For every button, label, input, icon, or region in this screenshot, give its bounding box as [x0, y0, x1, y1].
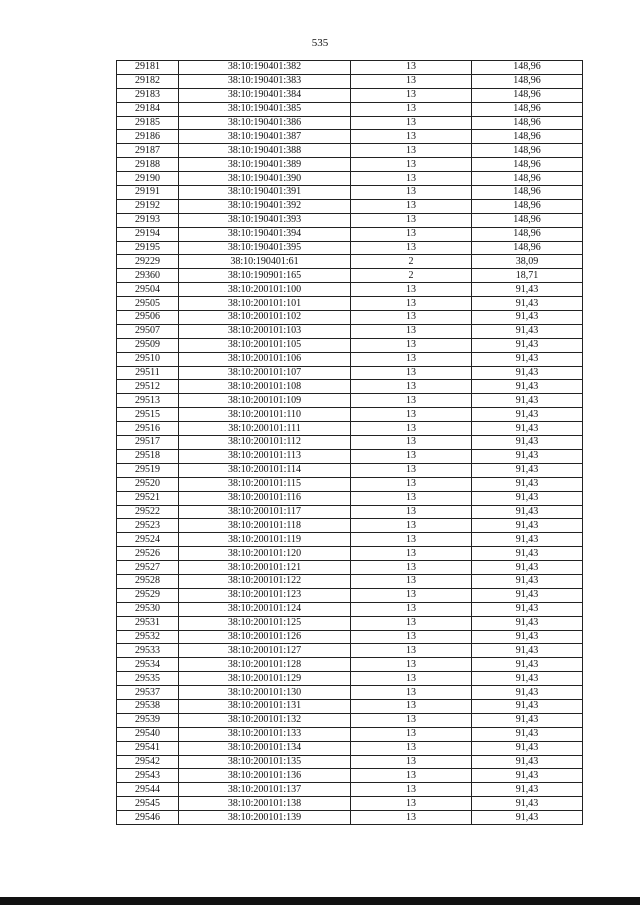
cadastral-number-cell: 38:10:190901:165: [179, 269, 351, 283]
scan-edge-bar: [0, 897, 640, 905]
row-number-cell: 29360: [117, 269, 179, 283]
code-cell: 13: [351, 699, 472, 713]
row-number-cell: 29529: [117, 588, 179, 602]
area-cell: 91,43: [472, 380, 583, 394]
row-number-cell: 29505: [117, 297, 179, 311]
area-cell: 148,96: [472, 130, 583, 144]
cadastral-number-cell: 38:10:190401:387: [179, 130, 351, 144]
table-row: [117, 338, 583, 352]
row-number-cell: 29542: [117, 755, 179, 769]
code-cell: 13: [351, 422, 472, 436]
area-cell: 91,43: [472, 658, 583, 672]
code-cell: 13: [351, 519, 472, 533]
table-row: [117, 477, 583, 491]
row-number-cell: 29521: [117, 491, 179, 505]
code-cell: 13: [351, 394, 472, 408]
table-row: [117, 519, 583, 533]
area-cell: 148,96: [472, 199, 583, 213]
table-row: [117, 186, 583, 200]
code-cell: 13: [351, 338, 472, 352]
table-row: [117, 102, 583, 116]
code-cell: 13: [351, 463, 472, 477]
table-row: [117, 574, 583, 588]
code-cell: 13: [351, 352, 472, 366]
code-cell: 13: [351, 561, 472, 575]
cadastral-number-cell: 38:10:190401:393: [179, 213, 351, 227]
row-number-cell: 29517: [117, 436, 179, 450]
code-cell: 13: [351, 74, 472, 88]
area-cell: 91,43: [472, 686, 583, 700]
cadastral-number-cell: 38:10:190401:390: [179, 172, 351, 186]
area-cell: 91,43: [472, 602, 583, 616]
table-row: [117, 422, 583, 436]
code-cell: 13: [351, 297, 472, 311]
code-cell: 13: [351, 366, 472, 380]
table-row: [117, 352, 583, 366]
area-cell: 91,43: [472, 519, 583, 533]
code-cell: 13: [351, 380, 472, 394]
row-number-cell: 29184: [117, 102, 179, 116]
row-number-cell: 29518: [117, 449, 179, 463]
row-number-cell: 29183: [117, 88, 179, 102]
row-number-cell: 29511: [117, 366, 179, 380]
code-cell: 2: [351, 255, 472, 269]
cadastral-number-cell: 38:10:200101:100: [179, 283, 351, 297]
cadastral-number-cell: 38:10:200101:101: [179, 297, 351, 311]
cadastral-number-cell: 38:10:190401:383: [179, 74, 351, 88]
code-cell: 13: [351, 602, 472, 616]
cadastral-number-cell: 38:10:200101:121: [179, 561, 351, 575]
cadastral-number-cell: 38:10:200101:115: [179, 477, 351, 491]
table-row: [117, 172, 583, 186]
row-number-cell: 29533: [117, 644, 179, 658]
row-number-cell: 29528: [117, 574, 179, 588]
cadastral-number-cell: 38:10:200101:105: [179, 338, 351, 352]
table-row: [117, 269, 583, 283]
table-row: [117, 199, 583, 213]
table-row: [117, 686, 583, 700]
code-cell: 13: [351, 227, 472, 241]
code-cell: 13: [351, 144, 472, 158]
table-row: [117, 699, 583, 713]
area-cell: 91,43: [472, 672, 583, 686]
table-row: [117, 158, 583, 172]
code-cell: 13: [351, 311, 472, 325]
area-cell: 148,96: [472, 74, 583, 88]
cadastral-number-cell: 38:10:200101:113: [179, 449, 351, 463]
code-cell: 13: [351, 436, 472, 450]
area-cell: 148,96: [472, 88, 583, 102]
code-cell: 13: [351, 672, 472, 686]
cadastral-number-cell: 38:10:200101:102: [179, 311, 351, 325]
row-number-cell: 29515: [117, 408, 179, 422]
row-number-cell: 29541: [117, 741, 179, 755]
table-body: [117, 61, 583, 825]
area-cell: 91,43: [472, 449, 583, 463]
code-cell: 13: [351, 547, 472, 561]
cadastral-number-cell: 38:10:190401:392: [179, 199, 351, 213]
area-cell: 91,43: [472, 713, 583, 727]
code-cell: 13: [351, 588, 472, 602]
table-row: [117, 366, 583, 380]
table-row: [117, 88, 583, 102]
code-cell: 13: [351, 241, 472, 255]
area-cell: 148,96: [472, 213, 583, 227]
area-cell: 91,43: [472, 324, 583, 338]
code-cell: 13: [351, 741, 472, 755]
area-cell: 91,43: [472, 699, 583, 713]
area-cell: 91,43: [472, 477, 583, 491]
cadastral-number-cell: 38:10:190401:61: [179, 255, 351, 269]
area-cell: 91,43: [472, 588, 583, 602]
table-row: [117, 436, 583, 450]
row-number-cell: 29181: [117, 61, 179, 75]
row-number-cell: 29527: [117, 561, 179, 575]
cadastral-number-cell: 38:10:200101:119: [179, 533, 351, 547]
area-cell: 148,96: [472, 227, 583, 241]
cadastral-number-cell: 38:10:190401:388: [179, 144, 351, 158]
code-cell: 13: [351, 324, 472, 338]
cadastral-number-cell: 38:10:200101:106: [179, 352, 351, 366]
cadastral-number-cell: 38:10:200101:126: [179, 630, 351, 644]
cadastral-number-cell: 38:10:200101:128: [179, 658, 351, 672]
area-cell: 148,96: [472, 144, 583, 158]
cadastral-number-cell: 38:10:200101:134: [179, 741, 351, 755]
table-row: [117, 116, 583, 130]
table-row: [117, 616, 583, 630]
table-row: [117, 255, 583, 269]
table-row: [117, 769, 583, 783]
table-row: [117, 227, 583, 241]
area-cell: 91,43: [472, 783, 583, 797]
page-number: 535: [311, 37, 329, 49]
row-number-cell: 29538: [117, 699, 179, 713]
area-cell: 91,43: [472, 755, 583, 769]
cadastral-number-cell: 38:10:200101:138: [179, 797, 351, 811]
table-row: [117, 797, 583, 811]
table-row: [117, 727, 583, 741]
area-cell: 91,43: [472, 797, 583, 811]
row-number-cell: 29194: [117, 227, 179, 241]
area-cell: 91,43: [472, 297, 583, 311]
cadastral-number-cell: 38:10:200101:122: [179, 574, 351, 588]
row-number-cell: 29524: [117, 533, 179, 547]
code-cell: 13: [351, 686, 472, 700]
table-row: [117, 463, 583, 477]
code-cell: 13: [351, 533, 472, 547]
code-cell: 13: [351, 130, 472, 144]
area-cell: 91,43: [472, 630, 583, 644]
area-cell: 91,43: [472, 574, 583, 588]
row-number-cell: 29539: [117, 713, 179, 727]
cadastral-number-cell: 38:10:200101:131: [179, 699, 351, 713]
code-cell: 13: [351, 491, 472, 505]
cadastral-number-cell: 38:10:200101:116: [179, 491, 351, 505]
area-cell: 148,96: [472, 186, 583, 200]
code-cell: 13: [351, 158, 472, 172]
table-row: [117, 561, 583, 575]
registry-table: [116, 60, 583, 825]
row-number-cell: 29532: [117, 630, 179, 644]
code-cell: 13: [351, 88, 472, 102]
row-number-cell: 29191: [117, 186, 179, 200]
table-row: [117, 533, 583, 547]
area-cell: 91,43: [472, 352, 583, 366]
row-number-cell: 29229: [117, 255, 179, 269]
cadastral-number-cell: 38:10:200101:136: [179, 769, 351, 783]
code-cell: 13: [351, 616, 472, 630]
cadastral-number-cell: 38:10:190401:394: [179, 227, 351, 241]
row-number-cell: 29531: [117, 616, 179, 630]
table-row: [117, 297, 583, 311]
code-cell: 13: [351, 658, 472, 672]
cadastral-number-cell: 38:10:190401:385: [179, 102, 351, 116]
row-number-cell: 29510: [117, 352, 179, 366]
row-number-cell: 29537: [117, 686, 179, 700]
area-cell: 91,43: [472, 491, 583, 505]
row-number-cell: 29507: [117, 324, 179, 338]
row-number-cell: 29540: [117, 727, 179, 741]
area-cell: 91,43: [472, 394, 583, 408]
table-row: [117, 783, 583, 797]
area-cell: 91,43: [472, 616, 583, 630]
cadastral-number-cell: 38:10:200101:135: [179, 755, 351, 769]
area-cell: 148,96: [472, 172, 583, 186]
area-cell: 91,43: [472, 727, 583, 741]
table-row: [117, 602, 583, 616]
row-number-cell: 29186: [117, 130, 179, 144]
code-cell: 13: [351, 505, 472, 519]
code-cell: 13: [351, 477, 472, 491]
table-row: [117, 588, 583, 602]
area-cell: 91,43: [472, 366, 583, 380]
row-number-cell: 29190: [117, 172, 179, 186]
table-row: [117, 311, 583, 325]
cadastral-number-cell: 38:10:200101:117: [179, 505, 351, 519]
table-row: [117, 547, 583, 561]
row-number-cell: 29192: [117, 199, 179, 213]
cadastral-number-cell: 38:10:200101:129: [179, 672, 351, 686]
code-cell: 13: [351, 797, 472, 811]
table-row: [117, 61, 583, 75]
code-cell: 13: [351, 283, 472, 297]
table-row: [117, 408, 583, 422]
area-cell: 148,96: [472, 158, 583, 172]
area-cell: 91,43: [472, 811, 583, 825]
row-number-cell: 29519: [117, 463, 179, 477]
code-cell: 13: [351, 172, 472, 186]
table-row: [117, 130, 583, 144]
row-number-cell: 29545: [117, 797, 179, 811]
cadastral-number-cell: 38:10:200101:120: [179, 547, 351, 561]
area-cell: 91,43: [472, 436, 583, 450]
area-cell: 148,96: [472, 61, 583, 75]
table-row: [117, 449, 583, 463]
table-row: [117, 741, 583, 755]
area-cell: 38,09: [472, 255, 583, 269]
table-row: [117, 755, 583, 769]
cadastral-number-cell: 38:10:200101:107: [179, 366, 351, 380]
row-number-cell: 29193: [117, 213, 179, 227]
code-cell: 13: [351, 61, 472, 75]
area-cell: 91,43: [472, 769, 583, 783]
area-cell: 91,43: [472, 338, 583, 352]
cadastral-number-cell: 38:10:190401:382: [179, 61, 351, 75]
code-cell: 2: [351, 269, 472, 283]
row-number-cell: 29509: [117, 338, 179, 352]
row-number-cell: 29513: [117, 394, 179, 408]
cadastral-number-cell: 38:10:200101:139: [179, 811, 351, 825]
table-row: [117, 713, 583, 727]
row-number-cell: 29526: [117, 547, 179, 561]
cadastral-number-cell: 38:10:190401:389: [179, 158, 351, 172]
cadastral-number-cell: 38:10:200101:124: [179, 602, 351, 616]
row-number-cell: 29512: [117, 380, 179, 394]
table-row: [117, 505, 583, 519]
area-cell: 91,43: [472, 311, 583, 325]
row-number-cell: 29534: [117, 658, 179, 672]
row-number-cell: 29504: [117, 283, 179, 297]
row-number-cell: 29523: [117, 519, 179, 533]
row-number-cell: 29522: [117, 505, 179, 519]
code-cell: 13: [351, 783, 472, 797]
cadastral-number-cell: 38:10:200101:137: [179, 783, 351, 797]
code-cell: 13: [351, 630, 472, 644]
table-row: [117, 672, 583, 686]
row-number-cell: 29195: [117, 241, 179, 255]
table-row: [117, 394, 583, 408]
row-number-cell: 29516: [117, 422, 179, 436]
area-cell: 91,43: [472, 741, 583, 755]
table-row: [117, 658, 583, 672]
code-cell: 13: [351, 408, 472, 422]
row-number-cell: 29187: [117, 144, 179, 158]
cadastral-number-cell: 38:10:200101:118: [179, 519, 351, 533]
code-cell: 13: [351, 574, 472, 588]
row-number-cell: 29546: [117, 811, 179, 825]
row-number-cell: 29544: [117, 783, 179, 797]
area-cell: 91,43: [472, 644, 583, 658]
code-cell: 13: [351, 102, 472, 116]
cadastral-number-cell: 38:10:200101:133: [179, 727, 351, 741]
table-row: [117, 213, 583, 227]
table-row: [117, 811, 583, 825]
cadastral-number-cell: 38:10:200101:112: [179, 436, 351, 450]
table-row: [117, 74, 583, 88]
code-cell: 13: [351, 727, 472, 741]
cadastral-number-cell: 38:10:200101:114: [179, 463, 351, 477]
row-number-cell: 29530: [117, 602, 179, 616]
table-row: [117, 283, 583, 297]
row-number-cell: 29543: [117, 769, 179, 783]
code-cell: 13: [351, 769, 472, 783]
code-cell: 13: [351, 755, 472, 769]
table-row: [117, 630, 583, 644]
area-cell: 91,43: [472, 505, 583, 519]
table-row: [117, 491, 583, 505]
row-number-cell: 29520: [117, 477, 179, 491]
code-cell: 13: [351, 213, 472, 227]
row-number-cell: 29182: [117, 74, 179, 88]
cadastral-number-cell: 38:10:200101:123: [179, 588, 351, 602]
area-cell: 91,43: [472, 463, 583, 477]
cadastral-number-cell: 38:10:200101:110: [179, 408, 351, 422]
code-cell: 13: [351, 186, 472, 200]
cadastral-number-cell: 38:10:190401:391: [179, 186, 351, 200]
code-cell: 13: [351, 199, 472, 213]
cadastral-number-cell: 38:10:190401:384: [179, 88, 351, 102]
row-number-cell: 29506: [117, 311, 179, 325]
area-cell: 148,96: [472, 241, 583, 255]
row-number-cell: 29188: [117, 158, 179, 172]
table-row: [117, 380, 583, 394]
cadastral-number-cell: 38:10:190401:395: [179, 241, 351, 255]
area-cell: 91,43: [472, 283, 583, 297]
area-cell: 91,43: [472, 533, 583, 547]
cadastral-number-cell: 38:10:200101:109: [179, 394, 351, 408]
cadastral-number-cell: 38:10:190401:386: [179, 116, 351, 130]
area-cell: 148,96: [472, 102, 583, 116]
code-cell: 13: [351, 644, 472, 658]
cadastral-number-cell: 38:10:200101:130: [179, 686, 351, 700]
code-cell: 13: [351, 713, 472, 727]
cadastral-number-cell: 38:10:200101:125: [179, 616, 351, 630]
row-number-cell: 29535: [117, 672, 179, 686]
area-cell: 91,43: [472, 547, 583, 561]
code-cell: 13: [351, 811, 472, 825]
table-row: [117, 644, 583, 658]
cadastral-number-cell: 38:10:200101:127: [179, 644, 351, 658]
table-row: [117, 324, 583, 338]
code-cell: 13: [351, 449, 472, 463]
area-cell: 148,96: [472, 116, 583, 130]
area-cell: 91,43: [472, 408, 583, 422]
cadastral-number-cell: 38:10:200101:111: [179, 422, 351, 436]
area-cell: 91,43: [472, 561, 583, 575]
cadastral-number-cell: 38:10:200101:103: [179, 324, 351, 338]
cadastral-number-cell: 38:10:200101:132: [179, 713, 351, 727]
table-row: [117, 144, 583, 158]
table-row: [117, 241, 583, 255]
area-cell: 91,43: [472, 422, 583, 436]
cadastral-number-cell: 38:10:200101:108: [179, 380, 351, 394]
row-number-cell: 29185: [117, 116, 179, 130]
code-cell: 13: [351, 116, 472, 130]
area-cell: 18,71: [472, 269, 583, 283]
